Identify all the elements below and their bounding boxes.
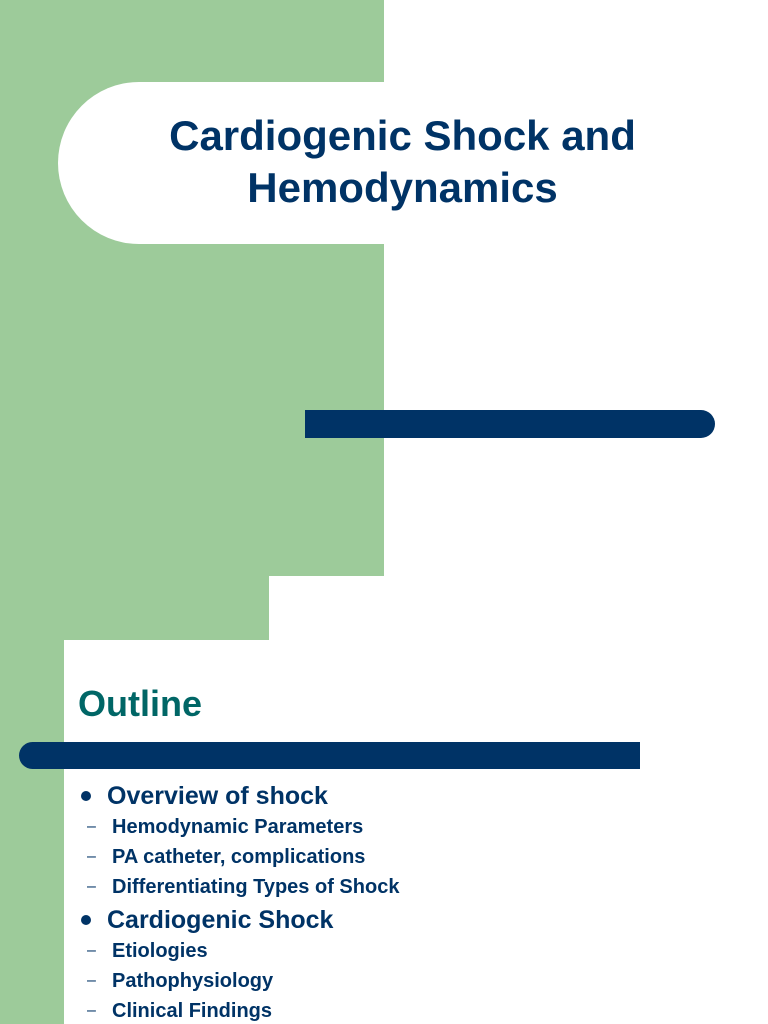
dash-bullet-icon: – bbox=[87, 942, 96, 959]
dash-bullet-icon: – bbox=[87, 878, 96, 895]
outline-item-label: Cardiogenic Shock bbox=[107, 906, 334, 934]
slide-heading: Outline bbox=[78, 683, 202, 724]
sub-item bbox=[78, 842, 738, 872]
outline-item bbox=[78, 904, 738, 936]
dash-bullet-icon: – bbox=[87, 818, 96, 835]
dash-bullet-icon: – bbox=[87, 848, 96, 865]
sub-item-label: Hemodynamic Parameters bbox=[112, 816, 364, 838]
sub-item-label: PA catheter, complications bbox=[112, 846, 366, 868]
sub-item bbox=[78, 966, 738, 996]
sub-item-label: Differentiating Types of Shock bbox=[112, 876, 400, 898]
sub-item bbox=[78, 996, 738, 1024]
sub-item-label: Pathophysiology bbox=[112, 970, 274, 992]
dash-bullet-icon: – bbox=[87, 972, 96, 989]
accent-bar bbox=[19, 742, 640, 769]
sub-item bbox=[78, 812, 738, 842]
outline-item bbox=[78, 780, 738, 812]
dash-bullet-icon: – bbox=[87, 1002, 96, 1019]
sub-item bbox=[78, 936, 738, 966]
sub-list bbox=[78, 812, 738, 902]
outline-item-label: Overview of shock bbox=[107, 782, 328, 810]
green-side-strip bbox=[0, 576, 64, 1024]
sub-item-label: Etiologies bbox=[112, 940, 208, 962]
sub-list-container bbox=[78, 812, 738, 902]
accent-bar bbox=[305, 410, 715, 438]
sub-list bbox=[78, 936, 738, 1024]
filled-circle-bullet-icon bbox=[81, 791, 91, 801]
sub-list-container bbox=[78, 936, 738, 1024]
sub-item bbox=[78, 872, 738, 902]
slide-title: Cardiogenic Shock and Hemodynamics bbox=[169, 112, 636, 211]
outline-slide bbox=[0, 576, 768, 1024]
outline-list bbox=[78, 778, 738, 1024]
filled-circle-bullet-icon bbox=[81, 915, 91, 925]
sub-item-label: Clinical Findings bbox=[112, 1000, 273, 1022]
